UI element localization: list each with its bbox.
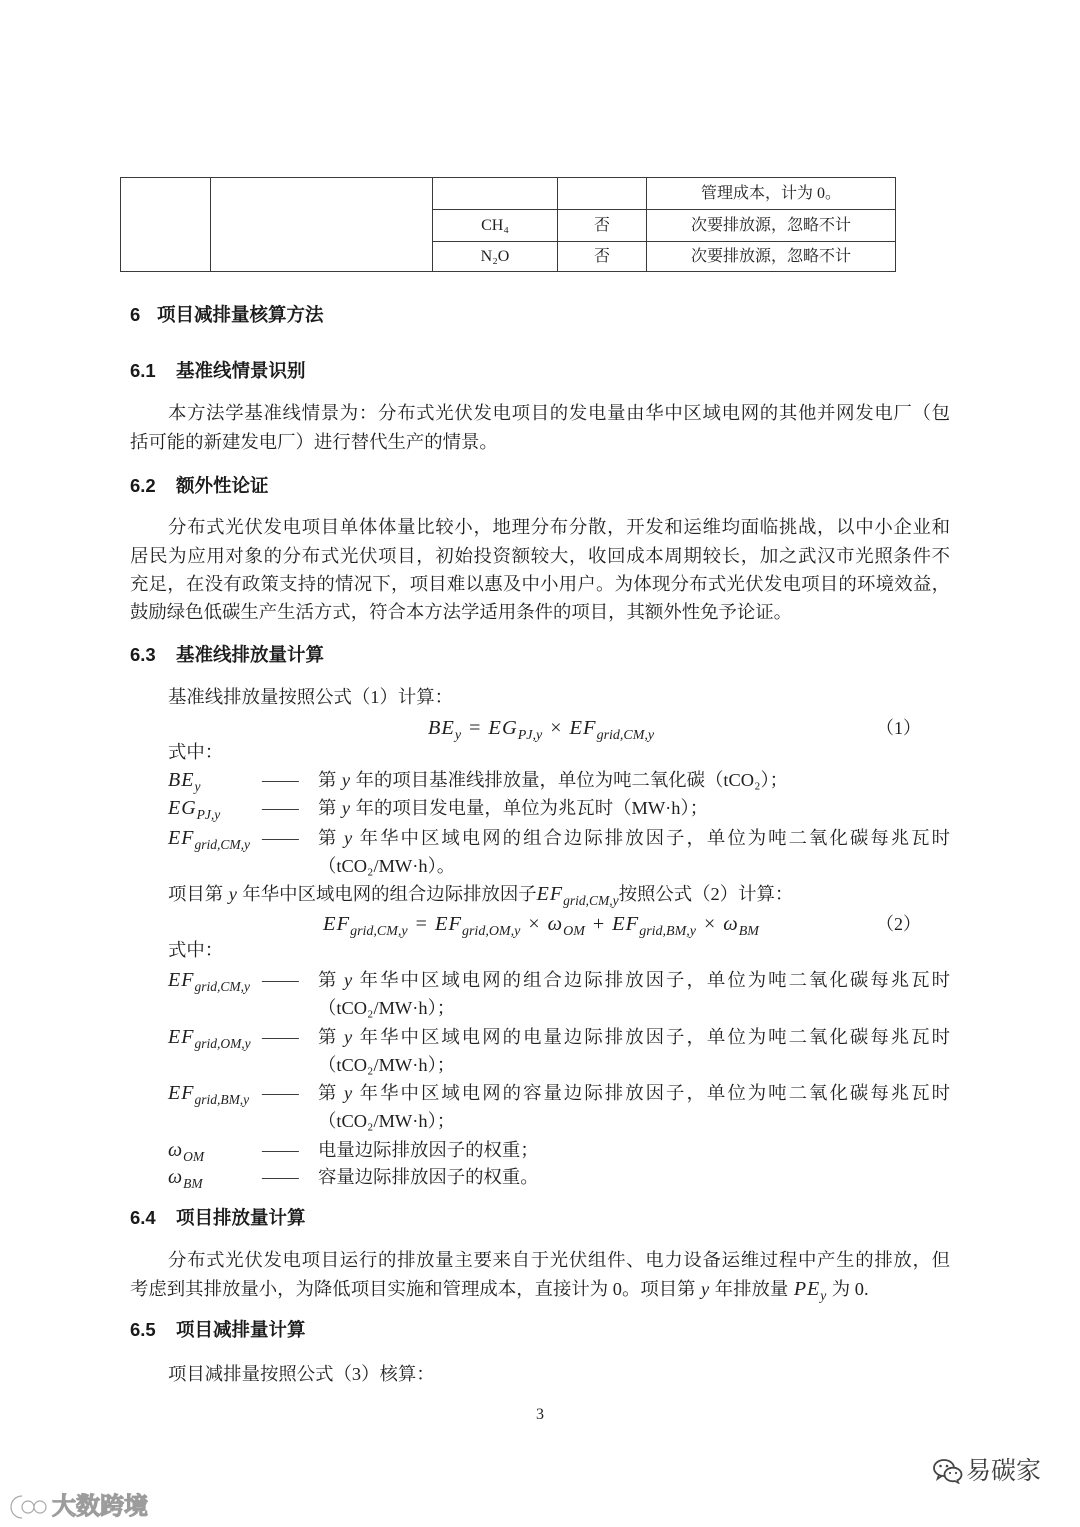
formula-intro: 项目减排量按照公式（3）核算：	[168, 1364, 435, 1384]
symbol-main: EF	[168, 1026, 195, 1048]
definition-dash: ——	[262, 1083, 299, 1103]
table-cell-source	[121, 178, 211, 272]
symbol-main: ω	[168, 1139, 184, 1161]
symbol-subscript: PJ,y	[196, 807, 221, 822]
definition-dash: ——	[262, 1140, 299, 1160]
definition-prefix: 第	[318, 770, 337, 790]
table-row	[121, 178, 896, 210]
definition-text: 容量边际排放因子的权重。	[318, 1167, 539, 1187]
definition-prefix: 第	[318, 798, 337, 818]
intro-prefix: 项目第	[168, 884, 224, 904]
table-cell-note: 管理成本，计为 0。	[647, 178, 896, 210]
definition-text	[318, 1079, 950, 1107]
symbol-main: EF	[434, 913, 462, 935]
symbol-subscript: y	[454, 728, 462, 743]
section-number: 6	[130, 304, 141, 325]
paragraph-line: 鼓励绿色低碳生产生活方式，符合本方法学适用条件的项目，其额外性免予论证。	[130, 602, 793, 622]
symbol-main: ω	[723, 913, 739, 935]
equation-number: （2）	[876, 914, 921, 934]
section-heading-6-5	[130, 1316, 306, 1344]
definition-text: 电量边际排放因子的权重；	[318, 1140, 539, 1160]
section-number: 6.4	[130, 1207, 156, 1228]
symbol-main: EF	[168, 969, 195, 991]
symbol-main: BE	[168, 769, 195, 791]
section-heading-6-1	[130, 357, 306, 385]
definition-body: 年的项目基准线排放量，单位为吨二氧化碳（tCO₂）；	[355, 770, 789, 790]
section-title: 基准线情景识别	[176, 360, 306, 381]
section-heading-6-2	[130, 472, 269, 500]
section-number: 6.1	[130, 360, 156, 381]
symbol-main: EF	[612, 913, 640, 935]
definition-row	[0, 1136, 1080, 1164]
symbol-subscript: y	[194, 779, 201, 794]
variable-y: y	[343, 1083, 353, 1103]
variable-y: y	[341, 798, 351, 818]
definition-row	[0, 1023, 1080, 1051]
symbol-subscript: grid,CM,y	[194, 837, 250, 852]
definition-dash: ——	[262, 1167, 299, 1187]
symbol-subscript: grid,CM,y	[596, 728, 655, 743]
intro-suffix: 按照公式（2）计算：	[618, 884, 794, 904]
definition-text	[318, 824, 950, 852]
times-sign: ×	[703, 913, 716, 935]
symbol-subscript: grid,BM,y	[639, 924, 696, 939]
section-title: 项目减排量核算方法	[157, 304, 324, 325]
line-middle: 年排放量	[714, 1279, 789, 1299]
page-number: 3	[536, 1406, 544, 1423]
definition-row	[0, 824, 1080, 852]
line-suffix: 为 0.	[831, 1279, 869, 1299]
symbol-main: EF	[323, 913, 351, 935]
definition-body: 年华中区域电网的组合边际排放因子，单位为吨二氧化碳每兆瓦时	[357, 828, 950, 848]
definition-unit: （tCO₂/MW·h）；	[318, 998, 456, 1018]
definition-body: 年的项目发电量，单位为兆瓦时（MW·h）；	[355, 798, 709, 818]
line-prefix: 考虑到其排放量小，为降低项目实施和管理成本，直接计为 0。项目第	[130, 1279, 696, 1299]
variable-y: y	[343, 1027, 353, 1047]
definition-row	[0, 794, 1080, 822]
section-heading-6-3	[130, 641, 324, 669]
symbol-subscript: grid,BM,y	[194, 1092, 250, 1107]
symbol-subscript: OM	[563, 924, 585, 939]
definition-body: 年华中区域电网的电量边际排放因子，单位为吨二氧化碳每兆瓦时	[357, 1027, 950, 1047]
formula-intro: 基准线排放量按照公式（1）计算：	[168, 687, 454, 707]
symbol-subscript: PJ,y	[517, 728, 543, 743]
symbol-main: EG	[168, 797, 197, 819]
definition-dash: ——	[262, 1027, 299, 1047]
table-cell-process	[211, 178, 433, 272]
variable-y: y	[341, 770, 351, 790]
symbol-main: ω	[168, 1166, 184, 1188]
definition-row	[0, 1163, 1080, 1191]
section-heading-6-4	[130, 1204, 306, 1232]
plus-sign: +	[592, 913, 605, 935]
symbol-subscript: y	[820, 1288, 827, 1303]
definition-row	[0, 766, 1080, 794]
inline-symbol	[793, 1278, 827, 1303]
where-label: 式中：	[168, 940, 224, 960]
definition-symbol	[168, 794, 220, 828]
symbol-subscript: grid,CM,y	[194, 979, 250, 994]
equals-sign: =	[469, 717, 481, 739]
where-label: 式中：	[168, 742, 224, 762]
definition-text	[318, 794, 950, 822]
equals-sign: =	[415, 913, 427, 935]
times-sign: ×	[528, 913, 540, 935]
definition-symbol	[168, 966, 250, 1000]
symbol-main: EG	[488, 717, 518, 739]
table-cell-gas	[433, 178, 558, 210]
definition-body: 年华中区域电网的容量边际排放因子，单位为吨二氧化碳每兆瓦时	[357, 1083, 950, 1103]
formula-intro	[168, 880, 793, 908]
variable-y: y	[228, 884, 237, 904]
paragraph-line: 居民为应用对象的分布式光伏项目，初始投资额较大，收回成本周期较长，加之武汉市光照条件不	[130, 546, 950, 566]
variable-y: y	[701, 1279, 710, 1299]
definition-dash: ——	[262, 798, 299, 818]
definition-row	[0, 966, 1080, 994]
definition-prefix: 第	[318, 1027, 339, 1047]
definition-symbol	[168, 824, 250, 858]
variable-y: y	[343, 970, 353, 990]
definition-prefix: 第	[318, 828, 339, 848]
definition-prefix: 第	[318, 1083, 339, 1103]
symbol-subscript: OM	[183, 1149, 205, 1164]
symbol-main: EF	[168, 827, 195, 849]
section-number: 6.5	[130, 1319, 156, 1340]
section-number: 6.2	[130, 475, 156, 496]
definition-row	[0, 1079, 1080, 1107]
definition-symbol	[168, 1023, 251, 1057]
equation-number: （1）	[876, 718, 921, 738]
section-number: 6.3	[130, 644, 156, 665]
section-title: 项目排放量计算	[176, 1207, 306, 1228]
definition-dash: ——	[262, 828, 299, 848]
table-cell-gas: N₂O	[433, 242, 558, 272]
symbol-main: EF	[536, 883, 564, 905]
paragraph-line: 分布式光伏发电项目单体体量比较小，地理分布分散，开发和运维均面临挑战，以中小企业和	[168, 517, 950, 537]
table-cell-included	[558, 178, 647, 210]
definition-dash: ——	[262, 970, 299, 990]
definition-text	[318, 1023, 950, 1051]
definition-text	[318, 766, 950, 794]
symbol-main: BE	[427, 717, 455, 739]
symbol-main: EF	[168, 1082, 195, 1104]
definition-unit: （tCO₂/MW·h）。	[318, 856, 456, 876]
section-title: 额外性论证	[176, 475, 269, 496]
section-title: 项目减排量计算	[176, 1319, 306, 1340]
symbol-subscript: grid,OM,y	[194, 1036, 251, 1051]
section-title: 基准线排放量计算	[176, 644, 325, 665]
paragraph-line: 充足，在没有政策支持的情况下，项目难以惠及中小用户。为体现分布式光伏发电项目的环境效益，	[130, 574, 950, 594]
section-heading-6	[130, 301, 324, 329]
definition-symbol	[168, 1163, 203, 1197]
paragraph-line: 分布式光伏发电项目运行的排放量主要来自于光伏组件、电力设备运维过程中产生的排放，但	[168, 1250, 950, 1270]
table-cell-note: 次要排放源，忽略不计	[647, 210, 896, 242]
definition-body: 年华中区域电网的组合边际排放因子，单位为吨二氧化碳每兆瓦时	[357, 970, 950, 990]
times-sign: ×	[550, 717, 562, 739]
symbol-main: PE	[793, 1278, 821, 1300]
paragraph-line: 本方法学基准线情景为：分布式光伏发电项目的发电量由华中区域电网的其他并网发电厂（包	[168, 403, 950, 423]
emission-source-table	[120, 177, 896, 272]
brand-logo-icon	[10, 1491, 50, 1523]
symbol-subscript: grid,CM,y	[350, 924, 408, 939]
intro-middle: 年华中区域电网的组合边际排放因子	[242, 884, 537, 904]
symbol-subscript: grid,CM,y	[563, 893, 619, 908]
table-cell-gas: CH₄	[433, 210, 558, 242]
paragraph-line: 括可能的新建发电厂）进行替代生产的情景。	[130, 432, 498, 452]
table-cell-included: 否	[558, 242, 647, 272]
definition-text	[318, 966, 950, 994]
definition-unit: （tCO₂/MW·h）；	[318, 1055, 456, 1075]
variable-y: y	[343, 828, 353, 848]
watermark-text-right: 易碳家	[966, 1457, 1042, 1485]
paragraph-line	[130, 1275, 869, 1303]
symbol-main: ω	[547, 913, 564, 935]
definition-dash: ——	[262, 770, 299, 790]
wechat-icon	[933, 1458, 963, 1484]
symbol-subscript: BM	[183, 1176, 203, 1191]
table-cell-included: 否	[558, 210, 647, 242]
definition-symbol	[168, 1079, 249, 1113]
symbol-main: EF	[569, 717, 597, 739]
definition-unit: （tCO₂/MW·h）；	[318, 1111, 456, 1131]
table-cell-note: 次要排放源，忽略不计	[647, 242, 896, 272]
symbol-subscript: BM	[738, 924, 759, 939]
symbol-subscript: grid,OM,y	[461, 924, 521, 939]
definition-prefix: 第	[318, 970, 339, 990]
watermark-text-left: 大数跨境	[52, 1493, 148, 1520]
